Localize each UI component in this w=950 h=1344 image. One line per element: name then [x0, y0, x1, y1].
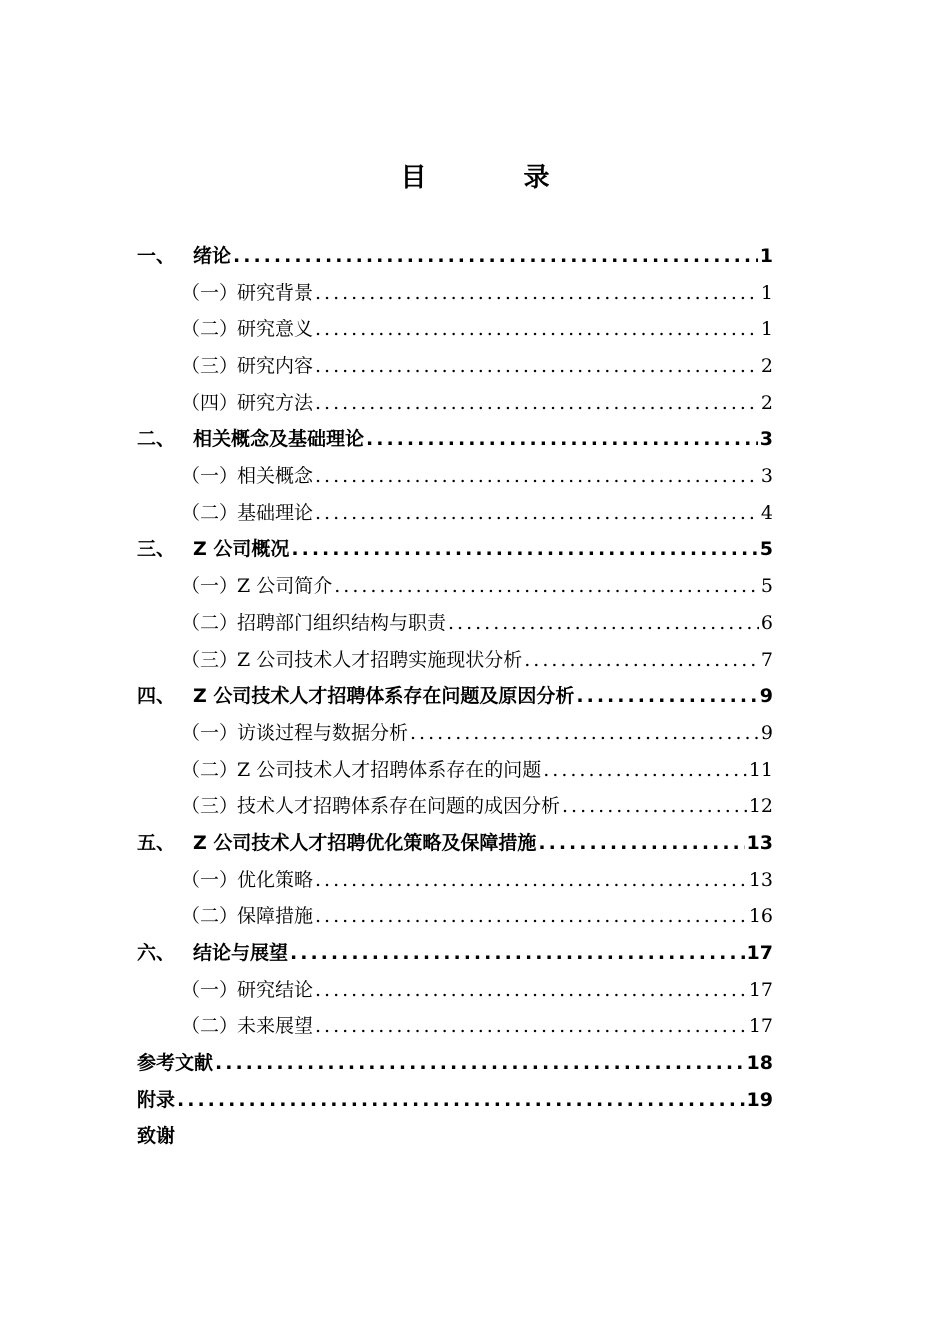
toc-section-entry[interactable]	[137, 642, 773, 679]
toc-leader-dots	[315, 458, 759, 495]
toc-page-number: 16	[748, 905, 773, 928]
toc-entry-label: Z 公司技术人才招聘体系存在的问题	[237, 758, 542, 781]
toc-leader-dots	[233, 238, 758, 275]
toc-entry-label: 绪论	[193, 244, 232, 267]
toc-leader-dots	[315, 898, 747, 935]
toc-leader-dots	[315, 311, 759, 348]
toc-entry-label: Z 公司概况	[193, 538, 290, 561]
toc-section-entry[interactable]	[137, 311, 773, 348]
toc-section-entry[interactable]	[137, 348, 773, 385]
toc-entry-label: 保障措施	[237, 905, 314, 928]
table-of-contents	[137, 238, 773, 1155]
toc-entry-number: （二）	[181, 611, 239, 634]
toc-entry-label: 技术人才招聘体系存在问题的成因分析	[237, 795, 561, 818]
toc-entry-label: 研究方法	[237, 391, 314, 414]
toc-entry-label: Z 公司技术人才招聘体系存在问题及原因分析	[193, 685, 575, 708]
toc-entry-number: （三）	[181, 795, 239, 818]
toc-entry-label: 研究背景	[237, 281, 314, 304]
toc-chapter-entry[interactable]	[137, 532, 773, 569]
toc-leader-dots	[315, 495, 759, 532]
toc-page-number: 2	[760, 355, 773, 378]
toc-leader-dots	[315, 275, 759, 312]
toc-entry-number: （二）	[181, 758, 239, 781]
toc-page-number: 17	[746, 942, 773, 965]
toc-section-entry[interactable]	[137, 752, 773, 789]
toc-chapter-entry[interactable]	[137, 1045, 773, 1082]
toc-entry-label: Z 公司简介	[237, 575, 333, 598]
toc-section-entry[interactable]	[137, 898, 773, 935]
toc-entry-label: 访谈过程与数据分析	[237, 721, 409, 744]
toc-entry-number: （一）	[181, 868, 239, 891]
toc-entry-number: （一）	[181, 978, 239, 1001]
toc-leader-dots	[315, 348, 759, 385]
toc-section-entry[interactable]	[137, 1008, 773, 1045]
toc-entry-label: 研究结论	[237, 978, 314, 1001]
toc-page-number: 1	[760, 281, 773, 304]
toc-entry-number: （四）	[181, 391, 239, 414]
toc-section-entry[interactable]	[137, 972, 773, 1009]
toc-entry-number: （一）	[181, 465, 239, 488]
toc-entry-label: 招聘部门组织结构与职责	[237, 611, 447, 634]
toc-leader-dots	[562, 788, 747, 825]
toc-page-number: 18	[746, 1052, 773, 1075]
toc-chapter-entry[interactable]	[137, 421, 773, 458]
toc-entry-number: （二）	[181, 905, 239, 928]
toc-entry-label: 未来展望	[237, 1015, 314, 1038]
toc-page-number: 7	[760, 648, 773, 671]
toc-page-number: 17	[748, 1015, 773, 1038]
toc-chapter-entry[interactable]	[137, 1082, 773, 1119]
toc-page-number: 5	[760, 575, 773, 598]
toc-entry-number: 二、	[137, 428, 176, 451]
toc-entry-number: （一）	[181, 721, 239, 744]
toc-section-entry[interactable]	[137, 458, 773, 495]
toc-entry-number: （三）	[181, 355, 239, 378]
toc-entry-number: 三、	[137, 538, 176, 561]
toc-section-entry[interactable]	[137, 788, 773, 825]
toc-entry-number: 五、	[137, 831, 176, 854]
toc-leader-dots	[538, 825, 744, 862]
toc-leader-dots	[290, 935, 745, 972]
toc-page-number: 6	[760, 611, 773, 634]
toc-section-entry[interactable]	[137, 715, 773, 752]
toc-page-number: 13	[746, 831, 773, 854]
toc-page-number: 11	[748, 758, 773, 781]
toc-entry-number: （二）	[181, 501, 239, 524]
toc-page-number: 9	[759, 685, 773, 708]
toc-page-number: 9	[760, 721, 773, 744]
toc-page-number: 1	[760, 318, 773, 341]
toc-entry-label: 研究内容	[237, 355, 314, 378]
toc-entry-label: 参考文献	[137, 1052, 214, 1075]
toc-leader-dots	[315, 862, 747, 899]
toc-chapter-entry[interactable]	[137, 1119, 773, 1156]
toc-section-entry[interactable]	[137, 568, 773, 605]
toc-chapter-entry[interactable]	[137, 238, 773, 275]
toc-entry-label: 致谢	[137, 1125, 176, 1148]
toc-leader-dots	[366, 421, 758, 458]
toc-leader-dots	[448, 605, 759, 642]
toc-entry-label: 优化策略	[237, 868, 314, 891]
toc-page-number: 2	[760, 391, 773, 414]
toc-leader-dots	[410, 715, 759, 752]
toc-section-entry[interactable]	[137, 495, 773, 532]
toc-leader-dots	[524, 642, 759, 679]
toc-entry-number: 四、	[137, 685, 176, 708]
toc-leader-dots	[315, 1008, 747, 1045]
toc-entry-label: Z 公司技术人才招聘实施现状分析	[237, 648, 523, 671]
toc-page-number: 3	[759, 428, 773, 451]
toc-section-entry[interactable]	[137, 862, 773, 899]
toc-page-number: 17	[748, 978, 773, 1001]
toc-entry-label: 结论与展望	[193, 942, 289, 965]
toc-entry-number: （一）	[181, 281, 239, 304]
toc-entry-number: （三）	[181, 648, 239, 671]
toc-page-number: 19	[746, 1088, 773, 1111]
toc-leader-dots	[177, 1082, 745, 1119]
toc-leader-dots	[543, 752, 747, 789]
toc-page-number: 12	[748, 795, 773, 818]
toc-entry-label: 基础理论	[237, 501, 314, 524]
toc-entry-number: 一、	[137, 244, 176, 267]
toc-chapter-entry[interactable]	[137, 678, 773, 715]
toc-page-number: 5	[759, 538, 773, 561]
page-title: 目 录	[400, 163, 594, 193]
toc-section-entry[interactable]	[137, 275, 773, 312]
toc-entry-label: 研究意义	[237, 318, 314, 341]
toc-page-number: 4	[760, 501, 773, 524]
toc-leader-dots	[291, 531, 757, 568]
toc-entry-number: 六、	[137, 942, 176, 965]
toc-chapter-entry[interactable]	[137, 825, 773, 862]
toc-entry-number: （二）	[181, 1015, 239, 1038]
toc-page-number: 13	[748, 868, 773, 891]
toc-page-number: 1	[759, 244, 773, 267]
toc-leader-dots	[215, 1045, 745, 1082]
toc-entry-number: （二）	[181, 318, 239, 341]
toc-entry-label: 相关概念及基础理论	[193, 428, 365, 451]
toc-section-entry[interactable]	[137, 385, 773, 422]
toc-leader-dots	[576, 678, 757, 715]
toc-section-entry[interactable]	[137, 605, 773, 642]
toc-entry-label: Z 公司技术人才招聘优化策略及保障措施	[193, 831, 537, 854]
toc-leader-dots	[334, 568, 759, 605]
toc-page-number: 3	[760, 465, 773, 488]
toc-entry-label: 相关概念	[237, 465, 314, 488]
toc-leader-dots	[315, 385, 759, 422]
toc-entry-label: 附录	[137, 1088, 176, 1111]
toc-entry-number: （一）	[181, 575, 239, 598]
toc-chapter-entry[interactable]	[137, 935, 773, 972]
toc-leader-dots	[315, 972, 747, 1009]
